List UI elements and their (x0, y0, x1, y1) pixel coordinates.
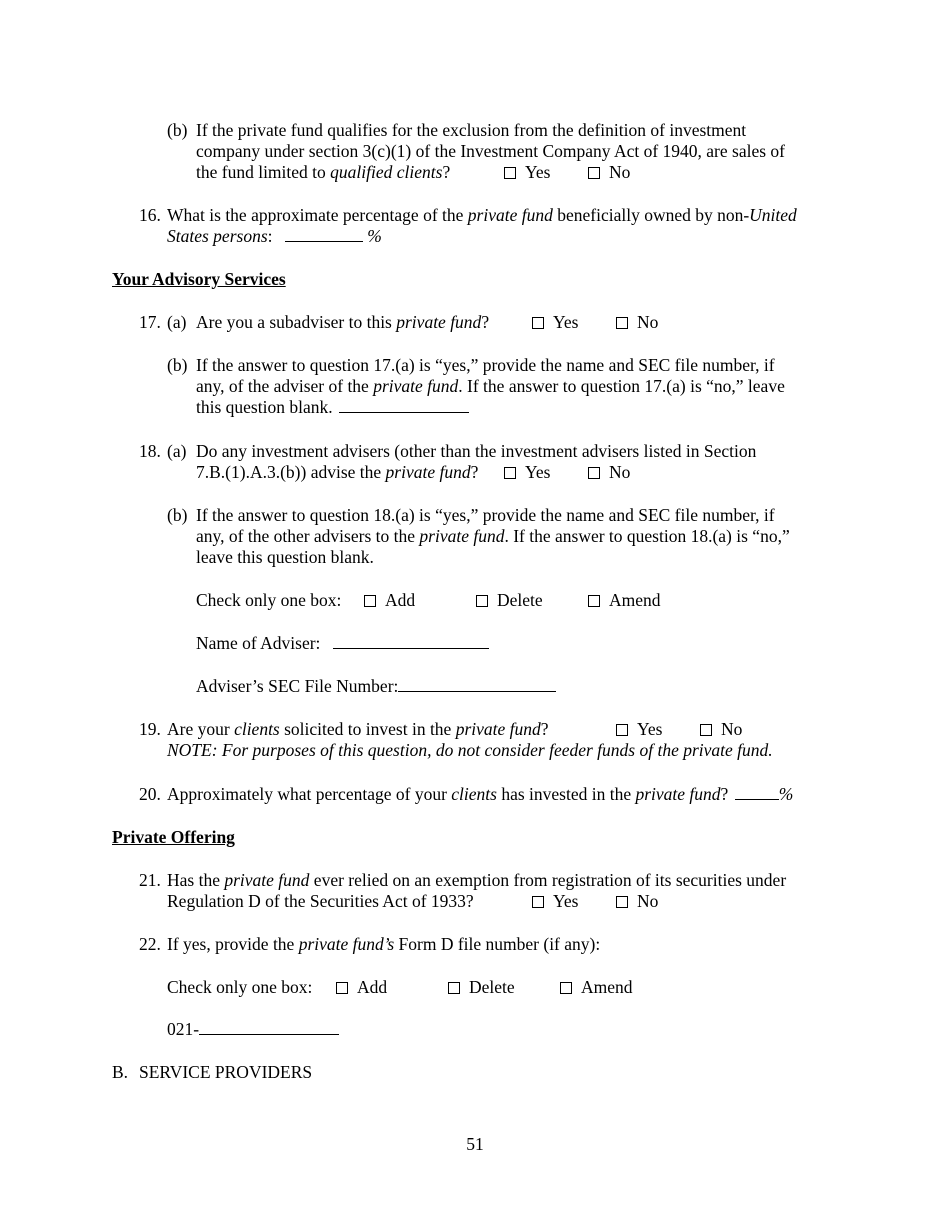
q17a-pre: Are you a subadviser to this (196, 312, 397, 332)
q19-number: 19. (139, 719, 161, 739)
q18b-delete-label: Delete (497, 590, 543, 610)
q15b-yes-label: Yes (525, 162, 551, 182)
q17a-no-option[interactable] (616, 312, 658, 333)
q21-no-option[interactable] (616, 891, 658, 912)
q19-yes-checkbox[interactable] (616, 724, 628, 736)
q18a-label: (a) (167, 441, 187, 461)
q17a-text (196, 312, 489, 333)
q17b-text-line1: If the answer to question 17.(a) is “yes,” provide the name and SEC file number, if (196, 355, 775, 375)
q18b-delete-checkbox[interactable] (476, 595, 488, 607)
q21-yes-label: Yes (553, 891, 579, 911)
q18a-yes-label: Yes (525, 462, 551, 482)
q22-form-d-row (167, 1019, 339, 1040)
q18a-line2-pre: 7.B.(1).A.3.(b)) advise the (196, 462, 386, 482)
q18a-text-line1: Do any investment advisers (other than the investment advisers listed in Section (196, 441, 757, 461)
q16-l1-a: What is the approximate percentage of the (167, 205, 468, 225)
q19-mid: solicited to invest in the (279, 719, 456, 739)
q19-no-checkbox[interactable] (700, 724, 712, 736)
q17b-text-line2 (196, 376, 785, 397)
page-number: 51 (466, 1134, 484, 1154)
q19-em2: private fund (455, 719, 541, 739)
q18b-line2-post: . If the answer to question 18.(a) is “no,” (504, 526, 790, 546)
q18b-add-option[interactable] (364, 590, 415, 611)
q20-percent-sign: % (778, 784, 794, 804)
q18b-amend-option[interactable] (588, 590, 661, 611)
q22-delete-option[interactable] (448, 977, 515, 998)
q17b-label: (b) (167, 355, 188, 375)
q15b-text-line2: company under section 3(c)(1) of the Investment Company Act of 1940, are sales of (196, 141, 785, 161)
q19-text (167, 719, 549, 740)
q17a-no-label: No (637, 312, 659, 332)
q18-number: 18. (139, 441, 161, 461)
q22-prefix: 021- (167, 1019, 200, 1039)
q17b-line2-post: . If the answer to question 17.(a) is “no,” leave (458, 376, 785, 396)
q20-text (167, 784, 793, 805)
q17-number: 17. (139, 312, 161, 332)
q15b-no-label: No (609, 162, 631, 182)
q20-pre: Approximately what percentage of your (167, 784, 452, 804)
section-b-title: SERVICE PROVIDERS (139, 1062, 313, 1082)
q18a-yes-option[interactable] (504, 462, 550, 483)
q16-l1-em: private fund (467, 205, 553, 225)
q18b-text-line3: leave this question blank. (196, 547, 374, 567)
q15b-text-line1: If the private fund qualifies for the exclusion from the definition of investment (196, 120, 747, 140)
q17a-no-checkbox[interactable] (616, 317, 628, 329)
q15b-yes-checkbox[interactable] (504, 167, 516, 179)
q19-yes-label: Yes (637, 719, 663, 739)
q16-l2-post: : (267, 226, 273, 246)
q15b-line3-post: ? (442, 162, 451, 182)
q21-yes-option[interactable] (532, 891, 578, 912)
q18b-amend-label: Amend (609, 590, 661, 610)
q20-percentage-input[interactable] (735, 785, 779, 800)
q19-note (167, 740, 773, 761)
q15b-text-line3 (196, 162, 450, 183)
q16-l1-b: beneficially owned by non- (552, 205, 750, 225)
q19-post: ? (540, 719, 549, 739)
q17b-answer-input[interactable] (339, 398, 469, 413)
q19-note-text: NOTE: For purposes of this question, do not consider feeder funds of the private fund. (167, 740, 773, 760)
q17b-line3: this question blank. (196, 397, 333, 417)
q22-amend-option[interactable] (560, 977, 633, 998)
q18b-label: (b) (167, 505, 188, 525)
q21-no-checkbox[interactable] (616, 896, 628, 908)
q20-em2: private fund (635, 784, 721, 804)
q15b-no-option[interactable] (588, 162, 630, 183)
q21-post: ever relied on an exemption from registration of its securities under (309, 870, 787, 890)
section-heading-advisory (112, 269, 286, 290)
q21-pre: Has the (167, 870, 225, 890)
q22-amend-label: Amend (581, 977, 633, 997)
q17b-line2-em: private fund (373, 376, 459, 396)
q19-no-label: No (721, 719, 743, 739)
q21-text-line1 (167, 870, 786, 891)
q16-text-line1 (167, 205, 797, 226)
q22-text (167, 934, 600, 955)
q22-check-label: Check only one box: (167, 977, 313, 997)
q19-yes-option[interactable] (616, 719, 662, 740)
q22-em: private fund’s (298, 934, 395, 954)
q18b-name-row (196, 633, 489, 654)
q19-pre: Are your (167, 719, 235, 739)
q20-mid: has invested in the (496, 784, 636, 804)
q16-text-line2 (167, 226, 382, 247)
q18a-text-line2 (196, 462, 478, 483)
q20-em1: clients (451, 784, 497, 804)
q15b-label: (b) (167, 120, 188, 140)
q22-delete-checkbox[interactable] (448, 982, 460, 994)
q21-no-label: No (637, 891, 659, 911)
q19-em1: clients (234, 719, 280, 739)
section-heading-private-offering (112, 827, 235, 848)
q17a-label: (a) (167, 312, 187, 332)
q18b-line2-pre: any, of the other advisers to the (196, 526, 420, 546)
q18a-no-option[interactable] (588, 462, 630, 483)
q22-add-option[interactable] (336, 977, 387, 998)
q15b-line3-pre: the fund limited to (196, 162, 331, 182)
q18b-amend-checkbox[interactable] (588, 595, 600, 607)
q17a-yes-label: Yes (553, 312, 579, 332)
q22-pre: If yes, provide the (167, 934, 299, 954)
q18b-delete-option[interactable] (476, 590, 543, 611)
section-heading-private-offering-text: Private Offering (112, 827, 235, 847)
q18b-add-checkbox[interactable] (364, 595, 376, 607)
q22-number: 22. (139, 934, 161, 954)
q20-number: 20. (139, 784, 161, 804)
q18b-sec-label: Adviser’s SEC File Number: (196, 676, 399, 696)
adviser-sec-file-input[interactable] (398, 677, 556, 692)
q17a-em: private fund (396, 312, 482, 332)
q22-add-checkbox[interactable] (336, 982, 348, 994)
q22-amend-checkbox[interactable] (560, 982, 572, 994)
q16-l2-em: States persons (167, 226, 268, 246)
q16-percentage-input[interactable] (285, 227, 363, 242)
section-b-letter: B. (112, 1062, 129, 1082)
q18b-text-line2 (196, 526, 790, 547)
q18b-check-label: Check only one box: (196, 590, 342, 610)
q18a-line2-post: ? (470, 462, 479, 482)
q18a-no-checkbox[interactable] (588, 467, 600, 479)
q16-l1-em2: United (749, 205, 797, 225)
q22-post: Form D file number (if any): (394, 934, 601, 954)
q15b-line3-em: qualified clients (330, 162, 443, 182)
q17a-yes-option[interactable] (532, 312, 578, 333)
q18a-line2-em: private fund (385, 462, 471, 482)
q18b-name-label: Name of Adviser: (196, 633, 321, 653)
q21-em: private fund (224, 870, 310, 890)
q21-number: 21. (139, 870, 161, 890)
adviser-name-input[interactable] (333, 634, 489, 649)
q15b-no-checkbox[interactable] (588, 167, 600, 179)
q17a-post: ? (481, 312, 490, 332)
section-heading-advisory-text: Your Advisory Services (112, 269, 286, 289)
q22-add-label: Add (357, 977, 388, 997)
q21-yes-checkbox[interactable] (532, 896, 544, 908)
q16-number: 16. (139, 205, 161, 225)
q18b-line2-em: private fund (419, 526, 505, 546)
q21-text-line2: Regulation D of the Securities Act of 1933? (167, 891, 474, 911)
q19-no-option[interactable] (700, 719, 742, 740)
q20-post: ? (720, 784, 729, 804)
q17b-line2-pre: any, of the adviser of the (196, 376, 374, 396)
q18b-add-label: Add (385, 590, 416, 610)
q16-percent-sign: % (367, 226, 382, 246)
q17b-text-line3 (196, 397, 469, 418)
q15b-yes-option[interactable] (504, 162, 550, 183)
q18a-yes-checkbox[interactable] (504, 467, 516, 479)
q17a-yes-checkbox[interactable] (532, 317, 544, 329)
form-d-file-number-input[interactable] (199, 1020, 339, 1035)
q18b-sec-row (196, 676, 556, 697)
q18a-no-label: No (609, 462, 631, 482)
q18b-text-line1: If the answer to question 18.(a) is “yes,” provide the name and SEC file number, if (196, 505, 775, 525)
q22-delete-label: Delete (469, 977, 515, 997)
